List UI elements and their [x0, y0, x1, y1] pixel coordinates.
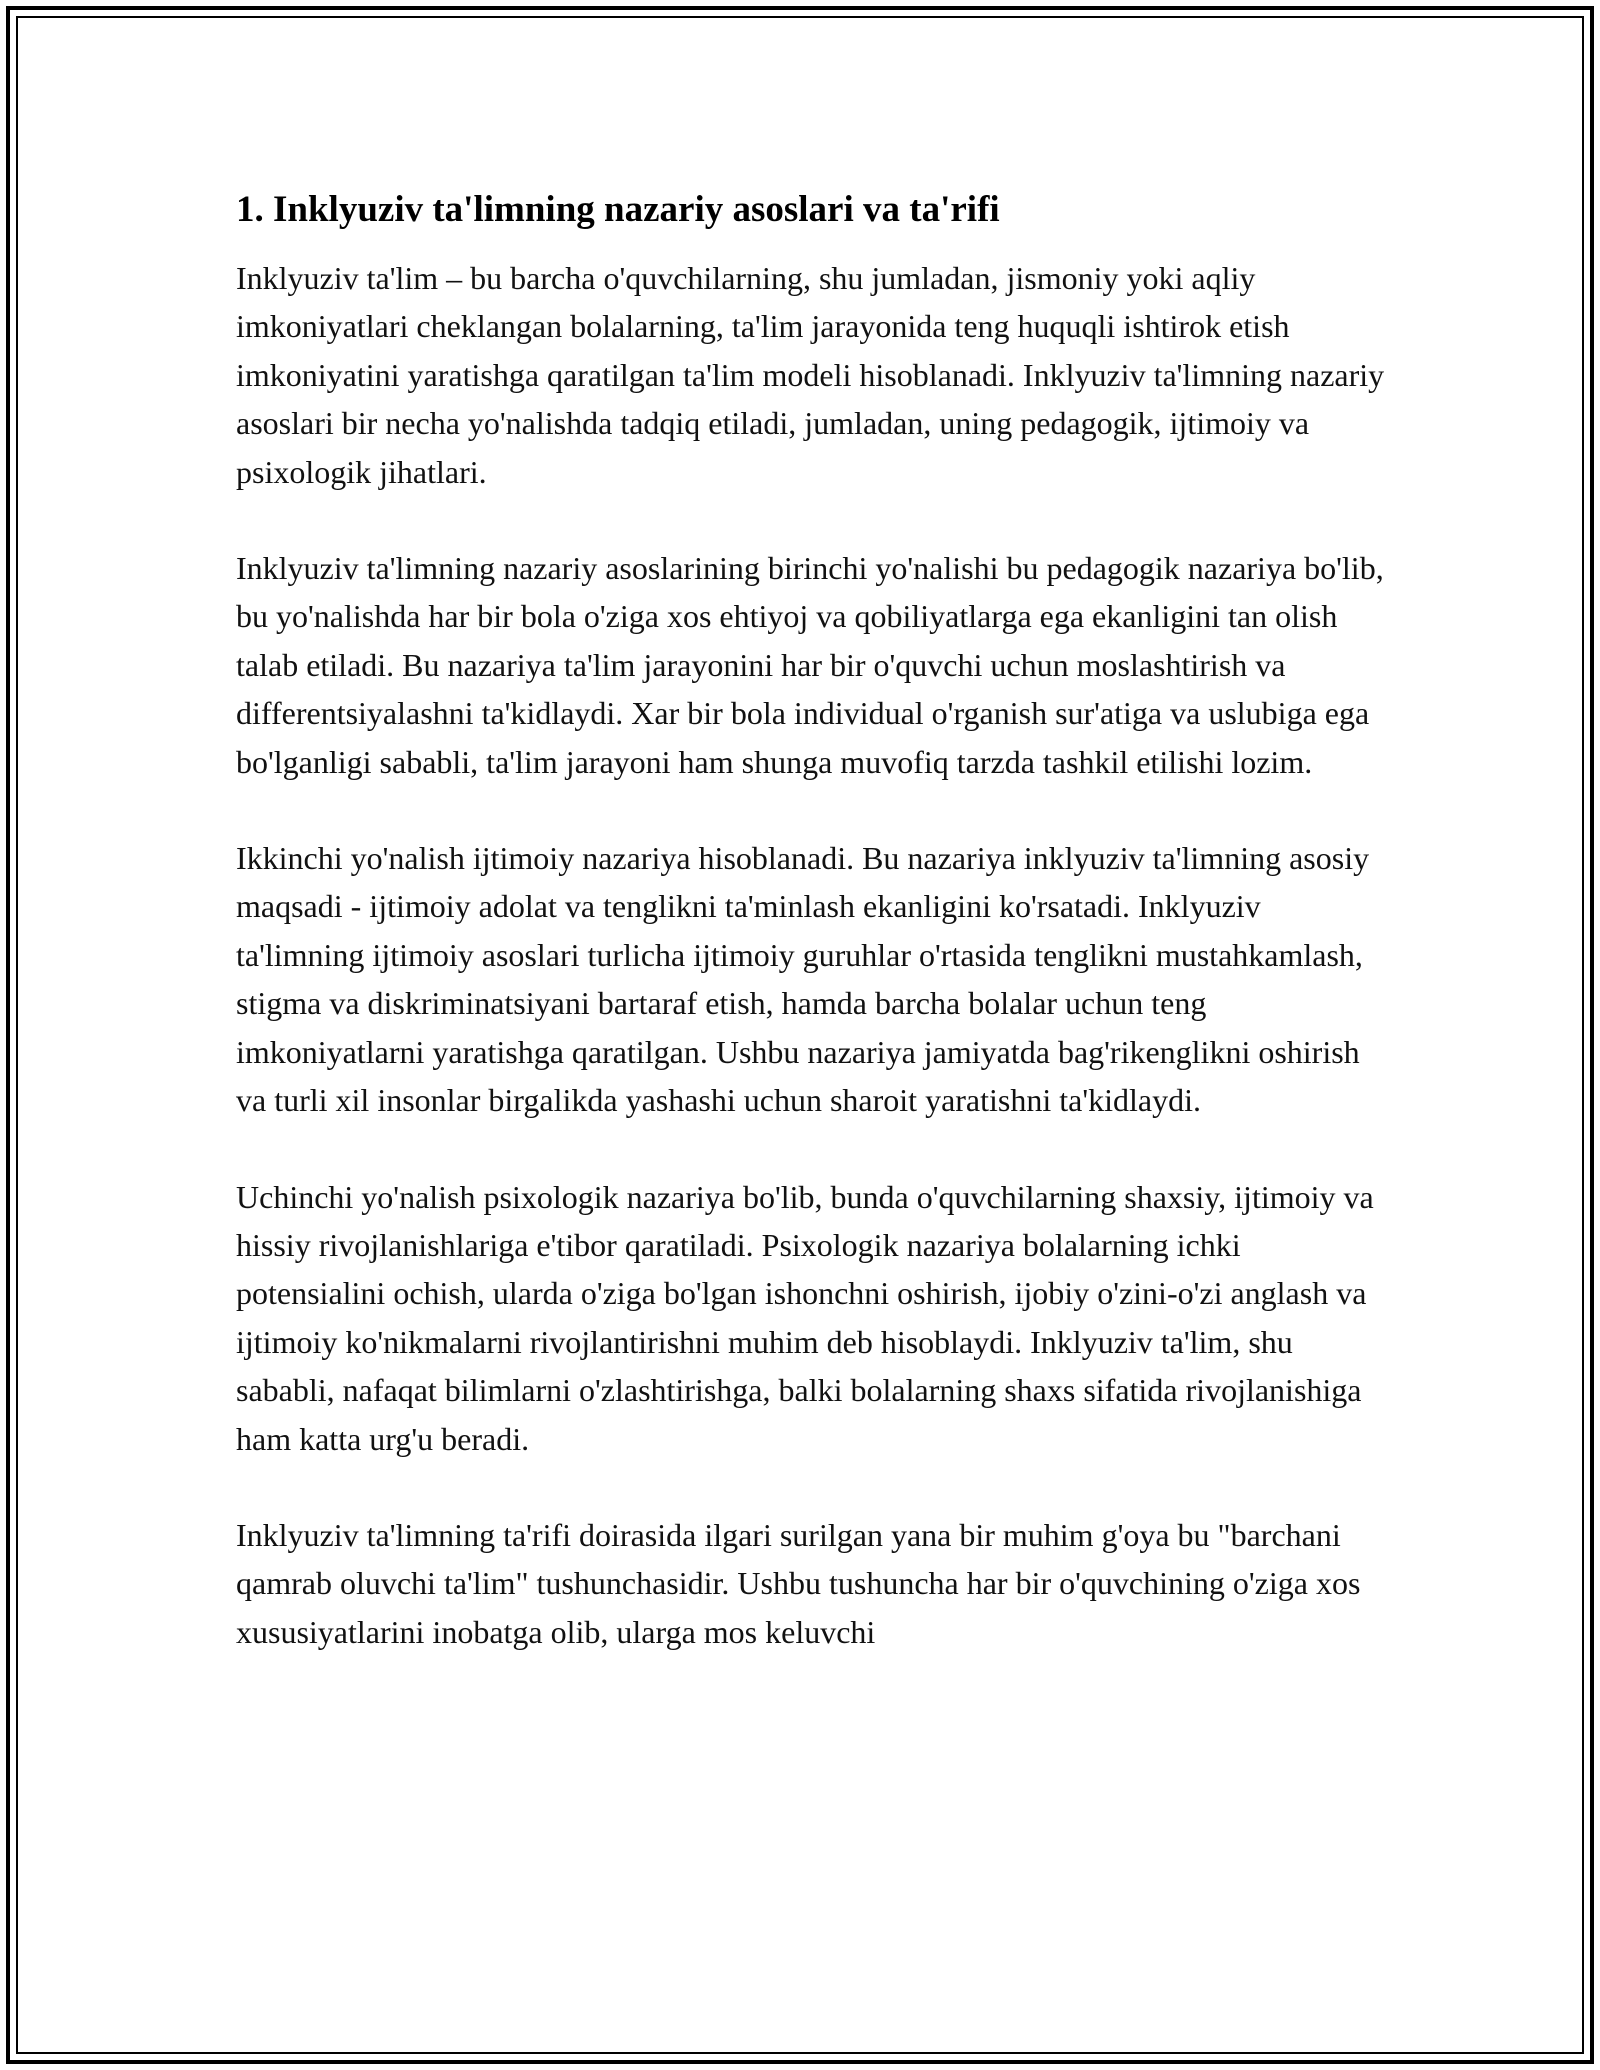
paragraph-intro: Inklyuziv ta'lim – bu barcha o'quvchilarning, shu jumladan, jismoniy yoki aqliy imkoniyatlari cheklangan bolalarning, ta'lim jarayonida teng huquqli ishtirok etish imkoniyatini yaratishga qaratilgan ta'lim modeli hisoblanadi. Inklyuziv ta'limning nazariy asoslari bir necha yo'nalishda tadqiq etiladi, jumladan, uning pedagogik, ijtimoiy va psixologik jihatlari.: [236, 260, 1385, 490]
paragraph-social: Ikkinchi yo'nalish ijtimoiy nazariya hisoblanadi. Bu nazariya inklyuziv ta'limning asosiy maqsadi - ijtimoiy adolat va tenglikni ta'minlash ekanligini ko'rsatadi. Inklyuziv ta'limning ijtimoiy asoslari turlicha ijtimoiy guruhlar o'rtasida tenglikni mustahkamlash, stigma va diskriminatsiyani bartaraf etish, hamda barcha bolalar uchun teng imkoniyatlarni yaratishga qaratilgan. Ushbu nazariya jamiyatda bag'rikenglikni oshirish va turli xil insonlar birgalikda yashashi uchun sharoit yaratishni ta'kidlaydi.: [236, 840, 1370, 1119]
paragraph-pedagogical: Inklyuziv ta'limning nazariy asoslarining birinchi yo'nalishi bu pedagogik nazariya bo'lib, bu yo'nalishda har bir bola o'ziga xos ehtiyoj va qobiliyatlarga ega ekanligini tan olish talab etiladi. Bu nazariya ta'lim jarayonini har bir o'quvchi uchun moslashtirish va differentsiyalashni ta'kidlaydi. Xar bir bola individual o'rganish sur'atiga va uslubiga ega bo'lganligi sababli, ta'lim jarayoni ham shunga muvofiq tarzda tashkil etilishi lozim.: [236, 550, 1384, 780]
section-heading: 1. Inklyuziv ta'limning nazariy asoslari va ta'rifi: [236, 189, 1000, 230]
document-body: [236, 186, 1386, 1704]
paragraph-definition: Inklyuziv ta'limning ta'rifi doirasida ilgari surilgan yana bir muhim g'oya bu "barchani qamrab oluvchi ta'lim" tushunchasidir. Ushbu tushuncha har bir o'quvchining o'ziga xos xususiyatlarini inobatga olib, ularga mos keluvchi: [236, 1516, 1361, 1650]
paragraph-psychological: Uchinchi yo'nalish psixologik nazariya bo'lib, bunda o'quvchilarning shaxsiy, ijtimoiy va hissiy rivojlanishlariga e'tibor qaratiladi. Psixologik nazariya bolalarning ichki potensialini ochish, ularda o'ziga bo'lgan ishonchni oshirish, ijobiy o'zini-o'zi anglash va ijtimoiy ko'nikmalarni rivojlantirishni muhim deb hisoblaydi. Inklyuziv ta'lim, shu sababli, nafaqat bilimlarni o'zlashtirishga, balki bolalarning shaxs sifatida rivojlanishiga ham katta urg'u beradi.: [236, 1178, 1374, 1457]
